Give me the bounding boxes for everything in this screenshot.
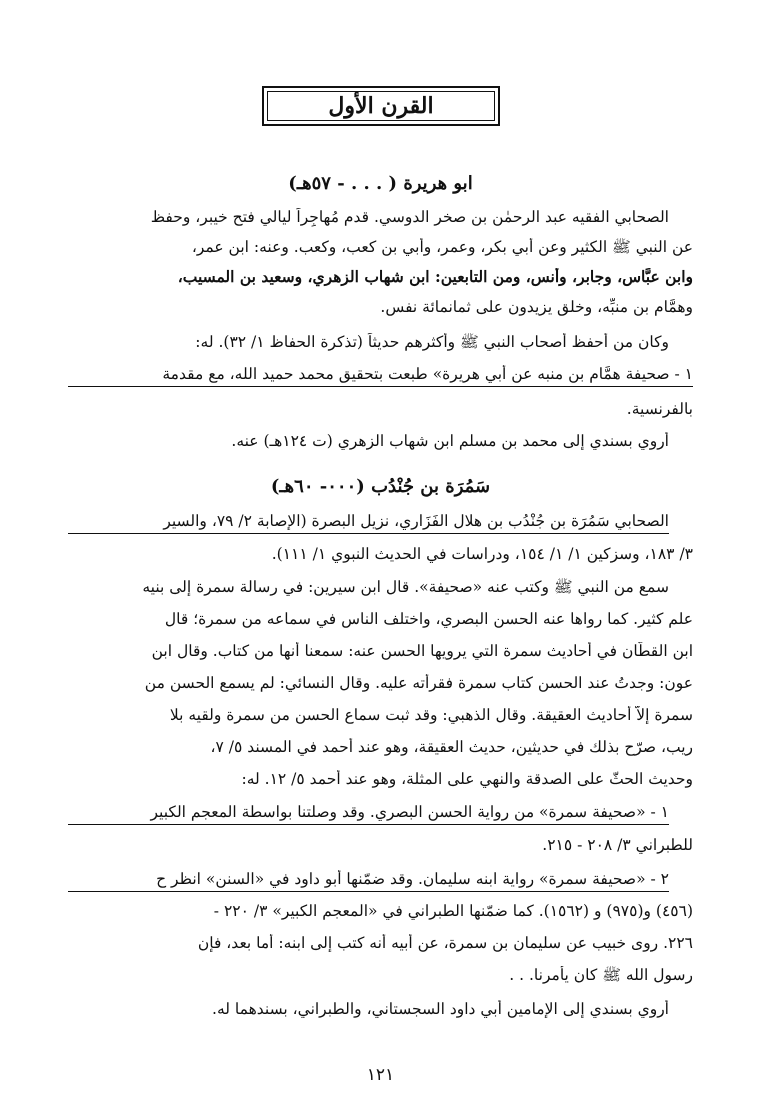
text-line: عون: وجدتُ عند الحسن كتاب سمرة فقرأته عليه. وقال النسائي: لم يسمع الحسن من [144, 674, 693, 692]
text-line: ٢٢٦. روى خبيب عن سليمان بن سمرة، عن أبيه أنه كتب إلى ابنه: أما بعد، فإن [197, 934, 693, 952]
entry-heading-samura: سَمُرَة بن جُنْدُب (٠٠٠- ٦٠هـ) [270, 476, 491, 497]
text-line: سمرة إلاَّ أحاديث العقيقة. وقال الذهبي: وقد ثبت سماع الحسن من سمرة ولقيه بلا [169, 706, 693, 724]
page-number: ١٢١ [366, 1065, 395, 1085]
text-line: الصحابي الفقيه عبد الرحمٰن بن صخر الدوسي. قدم مُهاجِراً ليالي فتح خيبر، وحفظ [150, 208, 669, 226]
section-title-box [262, 86, 500, 126]
text-line: ابن القطّان في أحاديث سمرة التي يرويها الحسن عنه: سمعنا أنها من كتاب. وقال ابن [151, 642, 693, 660]
text-line: ٣/ ١٨٣، وسزكين ١/ ١/ ١٥٤، ودراسات في الحديث النبوي ١/ ١١١). [271, 545, 693, 563]
text-line: للطبراني ٣/ ٢٠٨ - ٢١٥. [542, 836, 693, 854]
text-line-work-title: ١ - صحيفة همَّام بن منبه عن أبي هريرة» طبعت بتحقيق محمد حميد الله، مع مقدمة [68, 365, 693, 387]
entry-heading-abu-hurayra: ابو هريرة ( . . . - ٥٧هـ) [288, 173, 473, 194]
text-line-work-title: ١ - «صحيفة سمرة» من رواية الحسن البصري. وقد وصلتنا بواسطة المعجم الكبير [68, 803, 669, 825]
section-title: القرن الأول [328, 93, 434, 119]
text-line: سمع من النبي ﷺ وكتب عنه «صحيفة». قال ابن سيرين: في رسالة سمرة إلى بنيه [142, 578, 669, 596]
text-line: بالفرنسية. [626, 400, 693, 418]
text-line: وحديث الحثّ على الصدقة والنهي على المثلة، وهو عند أحمد ٥/ ١٢. له: [241, 770, 693, 788]
text-line: الصحابي سَمُرَة بن جُنْدُب بن هلال الفَزَاري، نزيل البصرة (الإصابة ٢/ ٧٩، والسير [68, 512, 669, 534]
text-line: عن النبي ﷺ الكثير وعن أبي بكر، وعمر، وأُبي بن كعب، وكعب. وعنه: ابن عمر، [191, 238, 693, 256]
text-line: وابن عبَّاس، وجابر، وأنس، ومن التابعين: ابن شهاب الزهري، وسعيد بن المسيب، [177, 268, 693, 286]
text-line-work-title: ٢ - «صحيفة سمرة» رواية ابنه سليمان. وقد ضمّنها أبو داود في «السنن» انظر ح [68, 870, 669, 892]
text-line: علم كثير. كما رواها عنه الحسن البصري، واختلف الناس في سماعه من سمرة؛ قال [164, 610, 693, 628]
text-line: (٤٥٦) و(٩٧٥) و (١٥٦٢). كما ضمّنها الطبراني في «المعجم الكبير» ٣/ ٢٢٠ - [213, 902, 693, 920]
text-line: أروي بسندي إلى محمد بن مسلم ابن شهاب الزهري (ت ١٢٤هـ) عنه. [231, 432, 669, 450]
text-line: وكان من أحفظ أصحاب النبي ﷺ وأكثرهم حديثاً (تذكرة الحفاظ ١/ ٣٢). له: [195, 333, 669, 351]
text-line: رسول الله ﷺ كان يأمرنا. . . [509, 966, 693, 984]
text-line: أروي بسندي إلى الإمامين أبي داود السجستاني، والطبراني، بسندهما له. [212, 1000, 669, 1018]
text-line: ريب، صرّح بذلك في حديثين، حديث العقيقة، وهو عند أحمد في المسند ٥/ ٧، [210, 738, 693, 756]
section-title-frame [267, 91, 495, 121]
text-line: وهمَّام بن منبِّه، وخلق يزيدون على ثمانمائة نفس. [380, 298, 693, 316]
